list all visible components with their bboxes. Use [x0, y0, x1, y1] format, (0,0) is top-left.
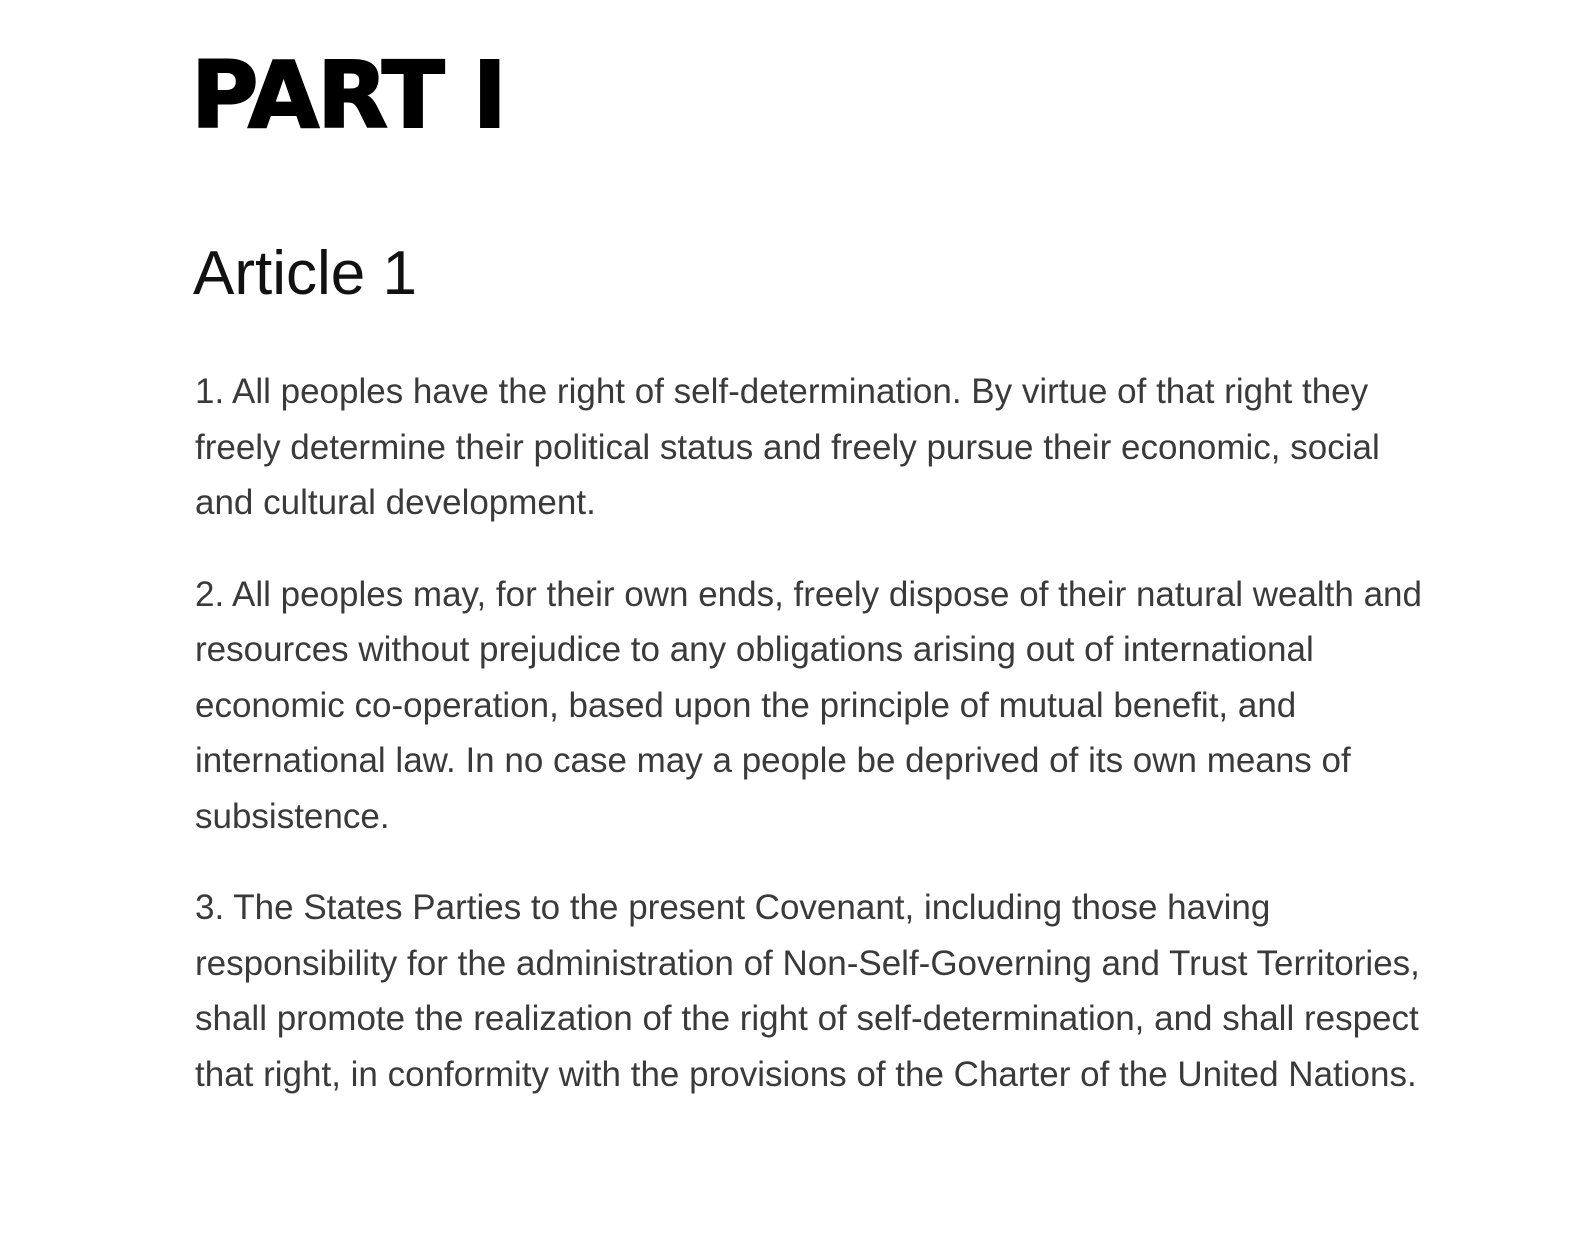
paragraph-3: 3. The States Parties to the present Covenant, including those having responsibility for the administration of Non-Self-Governing and Trust Territories, shall promote the realization of the right of self-determination, and shall respect that right, in conformity with the provisions of the Charter of the United Nations. — [195, 888, 1420, 1094]
paragraph-1: 1. All peoples have the right of self-determination. By virtue of that right they freely determine their political status and freely pursue their economic, social and cultural development. — [195, 372, 1380, 522]
part-heading: PART I — [191, 42, 505, 149]
paragraph-2: 2. All peoples may, for their own ends, freely dispose of their natural wealth and resources without prejudice to any obligations arising out of international economic co-operation, based upon the principle of mutual benefit, and international law. In no case may a people be deprived of its own means of subsistence. — [195, 574, 1422, 836]
article-body — [195, 364, 1425, 1138]
document-page — [191, 0, 1425, 1256]
article-heading: Article 1 — [193, 239, 417, 308]
